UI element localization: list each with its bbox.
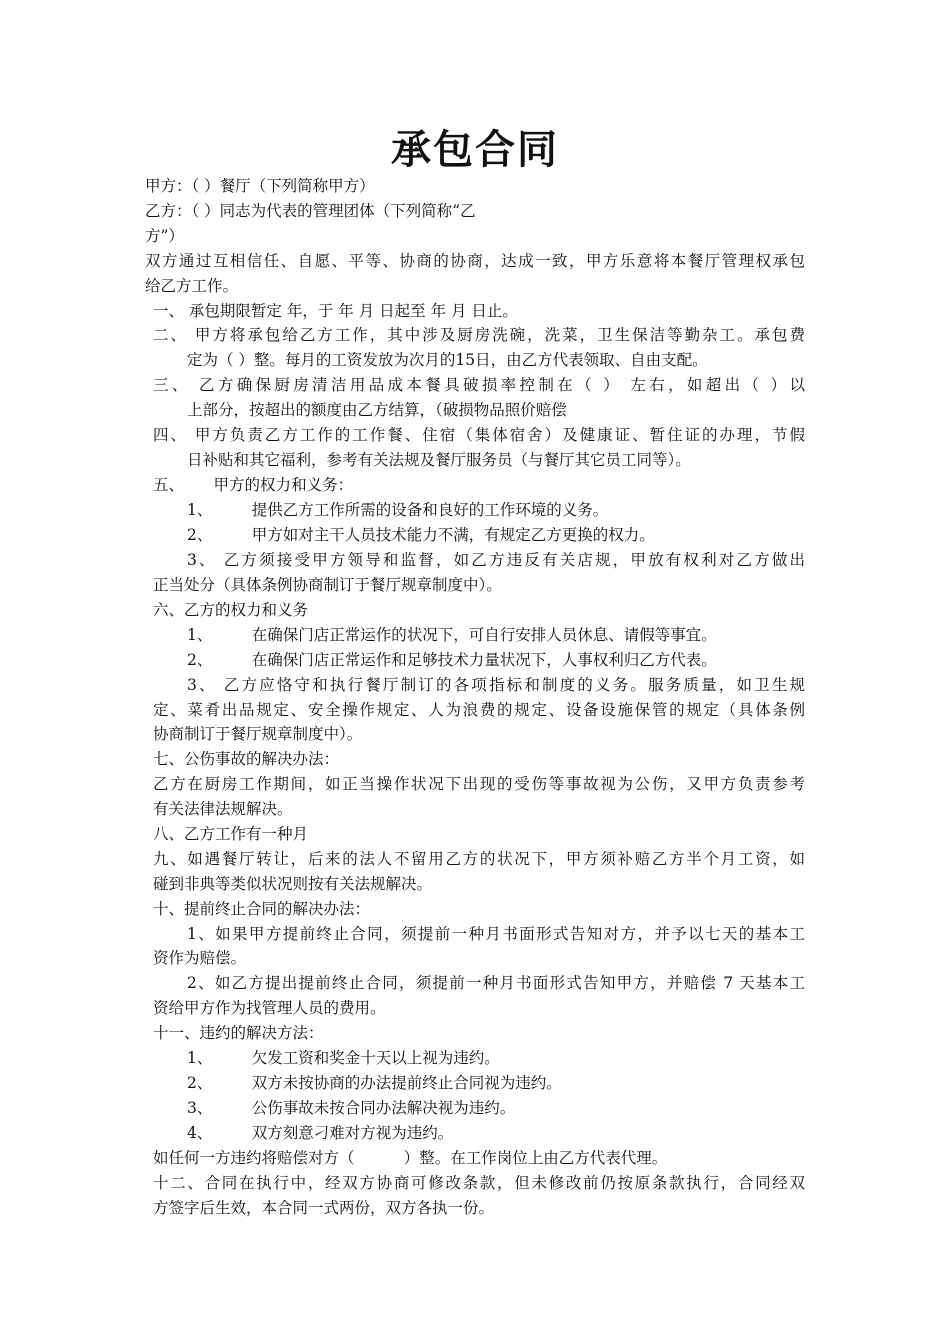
- clause-11-compensation: 如任何一方违约将赔偿对方（ ）整。在工作岗位上由乙方代表代理。: [153, 1149, 668, 1167]
- clause-9: 九、如遇餐厅转让，后来的法人不留用乙方的状况下，甲方须补赔乙方半个月工资，如: [153, 850, 805, 868]
- clause-10-heading: 十、提前终止合同的解决办法：: [153, 900, 371, 918]
- clause-5-item-3: 3、 乙方须接受甲方领导和监督，如乙方违反有关店规，甲放有权利对乙方做出: [187, 551, 805, 569]
- clause-2: 二、 甲方将承包给乙方工作，其中涉及厨房洗碗，洗菜，卫生保洁等勤杂工。承包费: [153, 326, 805, 344]
- intro-line-cont: 给乙方工作。: [145, 277, 239, 295]
- clause-2-cont: 定为（ ）整。每月的工资发放为次月的15日，由乙方代表领取、自由支配。: [187, 351, 708, 369]
- clause-11-heading: 十一、违约的解决方法：: [153, 1024, 324, 1042]
- clause-11-item-3: 3、 公伤事故未按合同办法解决视为违约。: [187, 1099, 516, 1117]
- party-b-line-cont: 方”）: [145, 227, 184, 245]
- clause-4: 四、 甲方负责乙方工作的工作餐、住宿（集体宿舍）及健康证、暂住证的办理，节假: [153, 426, 805, 444]
- clause-12-cont: 方签字后生效，本合同一式两份，双方各执一份。: [153, 1199, 495, 1217]
- clause-10-item-2-cont: 资给甲方作为找管理人员的费用。: [153, 999, 386, 1017]
- clause-6-item-1: 1、 在确保门店正常运作的状况下，可自行安排人员休息、请假等事宜。: [187, 626, 717, 644]
- clause-11-item-4: 4、 双方刻意刁难对方视为违约。: [187, 1124, 454, 1142]
- clause-9-cont: 碰到非典等类似状况则按有关法规解决。: [153, 875, 433, 893]
- clause-7-heading: 七、公伤事故的解决办法：: [153, 750, 340, 768]
- clause-5-item-1: 1、 提供乙方工作所需的设备和良好的工作环境的义务。: [187, 501, 609, 519]
- clause-6-item-3-end: 协商制订于餐厅规章制度中）。: [153, 725, 363, 743]
- clause-1: 一、 承包期限暂定 年，于 年 月 日起至 年 月 日止。: [153, 302, 518, 320]
- clause-4-cont: 日补贴和其它福利，参考有关法规及餐厅服务员（与餐厅其它员工同等）。: [187, 451, 691, 469]
- document-title: 承包合同: [391, 127, 559, 173]
- clause-8: 八、乙方工作有一种月: [153, 825, 309, 843]
- clause-6-item-3-cont: 定、菜肴出品规定、安全操作规定、人为浪费的规定、设备设施保管的规定（具体条例: [153, 701, 805, 719]
- clause-10-item-2: 2、如乙方提出提前终止合同，须提前一种月书面形式告知甲方，并赔偿 7 天基本工: [187, 974, 805, 992]
- clause-6-item-3: 3、 乙方应恪守和执行餐厅制订的各项指标和制度的义务。服务质量，如卫生规: [187, 676, 805, 694]
- clause-3: 三、 乙方确保厨房清洁用品成本餐具破损率控制在（ ） 左右，如超出（ ）以: [153, 376, 805, 394]
- intro-line: 双方通过互相信任、自愿、平等、协商的协商，达成一致，甲方乐意将本餐厅管理权承包: [145, 252, 805, 270]
- clause-11-item-2: 2、 双方未按协商的办法提前终止合同视为违约。: [187, 1074, 562, 1092]
- clause-5-item-2: 2、 甲方如对主干人员技术能力不满，有规定乙方更换的权力。: [187, 526, 655, 544]
- clause-5-heading: 五、 甲方的权力和义务：: [153, 476, 354, 494]
- clause-5-item-3-cont: 正当处分（具体条例协商制订于餐厅规章制度中）。: [153, 576, 502, 594]
- clause-7-text-cont: 有关法律法规解决。: [153, 800, 293, 818]
- clause-6-item-2: 2、 在确保门店正常运作和足够技术力量状况下，人事权利归乙方代表。: [187, 651, 717, 669]
- clause-12: 十二、合同在执行中，经双方协商可修改条款，但未修改前仍按原条款执行，合同经双: [153, 1174, 805, 1192]
- clause-10-item-1: 1、如果甲方提前终止合同，须提前一种月书面形式告知对方，并予以七天的基本工: [187, 925, 805, 943]
- party-a-line: 甲方：（ ）餐厅（下列简称甲方）: [145, 177, 375, 195]
- clause-11-item-1: 1、 欠发工资和奖金十天以上视为违约。: [187, 1049, 500, 1067]
- party-b-line: 乙方：（ ）同志为代表的管理团体（下列简称“乙: [145, 202, 476, 220]
- clause-7-text: 乙方在厨房工作期间，如正当操作状况下出现的受伤等事故视为公伤，又甲方负责参考: [153, 775, 805, 793]
- clause-10-item-1-cont: 资作为赔偿。: [153, 949, 247, 967]
- clause-6-heading: 六、乙方的权力和义务: [153, 601, 309, 619]
- clause-3-cont: 上部分，按超出的额度由乙方结算，（破损物品照价赔偿: [187, 401, 567, 419]
